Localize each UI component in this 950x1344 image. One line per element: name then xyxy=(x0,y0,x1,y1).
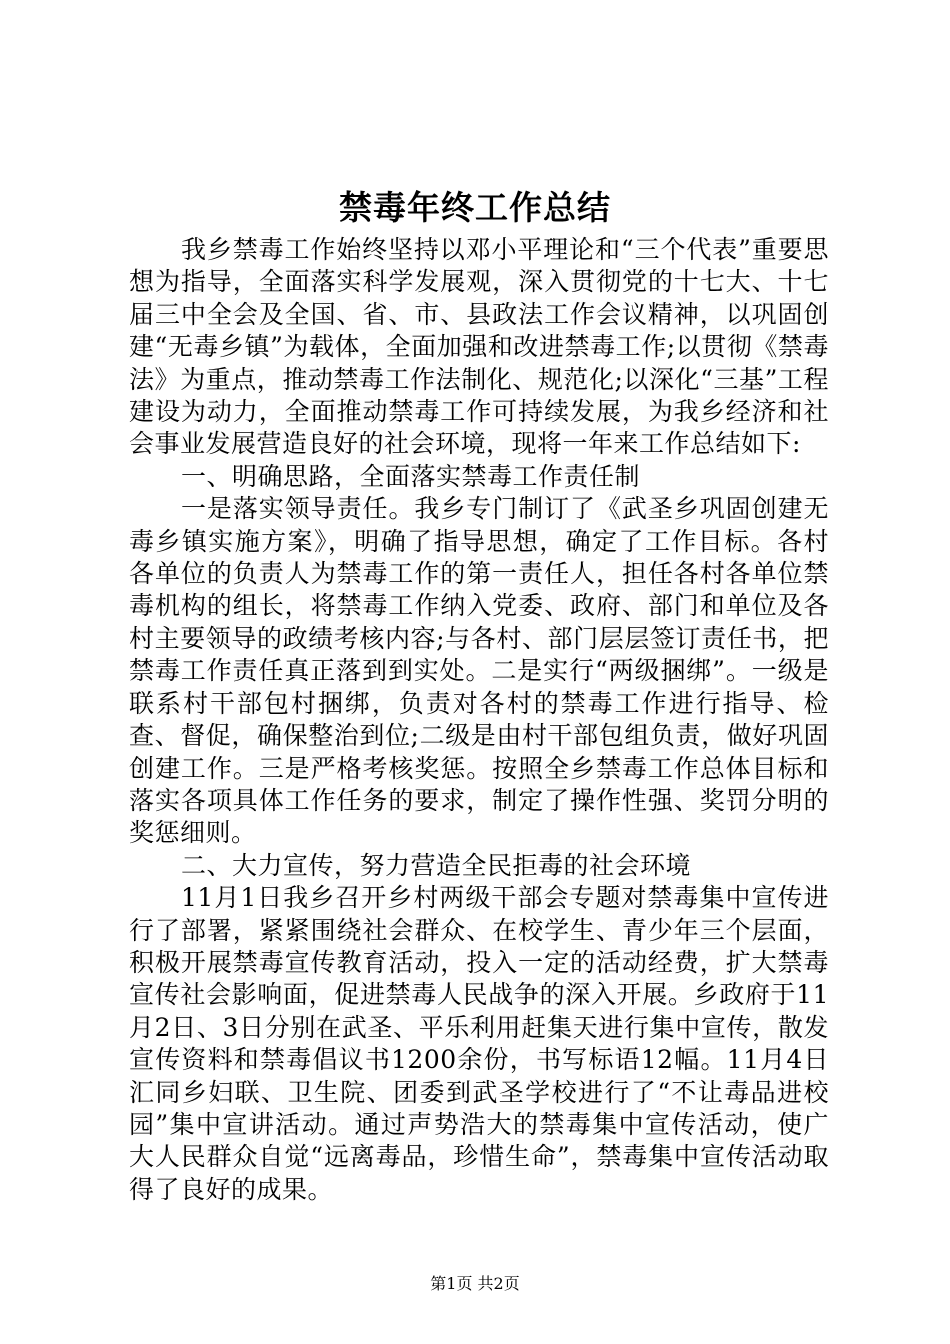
document-body xyxy=(129,234,829,1206)
document-title: 禁毒年终工作总结 xyxy=(339,188,611,227)
intro-paragraph: 我乡禁毒工作始终坚持以邓小平理论和“三个代表”重要思想为指导，全面落实科学发展观，深入贯彻党的十七大、十七届三中全会及全国、省、市、县政法工作会议精神，以巩固创建“无毒乡镇”为载体，全面加强和改进禁毒工作;以贯彻《禁毒法》为重点，推动禁毒工作法制化、规范化;以深化“三基”工程建设为动力，全面推动禁毒工作可持续发展，为我乡经济和社会事业发展营造良好的社会环境，现将一年来工作总结如下: xyxy=(129,235,829,459)
section-2-paragraph: 11月1日我乡召开乡村两级干部会专题对禁毒集中宣传进行了部署，紧紧围绕社会群众、在校学生、青少年三个层面，积极开展禁毒宣传教育活动，投入一定的活动经费，扩大禁毒宣传社会影响面，促进禁毒人民战争的深入开展。乡政府于11月2日、3日分别在武圣、平乐利用赶集天进行集中宣传，散发宣传资料和禁毒倡议书1200余份，书写标语12幅。11月4日汇同乡妇联、卫生院、团委到武圣学校进行了“不让毒品进校园”集中宣讲活动。通过声势浩大的禁毒集中宣传活动，使广大人民群众自觉“远离毒品，珍惜生命”，禁毒集中宣传活动取得了良好的成果。 xyxy=(129,883,829,1204)
section-heading-2: 二、大力宣传，努力营造全民拒毒的社会环境 xyxy=(181,850,692,880)
section-heading-1: 一、明确思路，全面落实禁毒工作责任制 xyxy=(181,461,641,491)
page-number-footer: 第1页 共2页 xyxy=(430,1274,520,1293)
section-1-paragraph: 一是落实领导责任。我乡专门制订了《武圣乡巩固创建无毒乡镇实施方案》，明确了指导思想，确定了工作目标。各村各单位的负责人为禁毒工作的第一责任人，担任各村各单位禁毒机构的组长，将禁毒工作纳入党委、政府、部门和单位及各村主要领导的政绩考核内容;与各村、部门层层签订责任书，把禁毒工作责任真正落到到实处。二是实行“两级捆绑”。一级是联系村干部包村捆绑，负责对各村的禁毒工作进行指导、检查、督促，确保整治到位;二级是由村干部包组负责，做好巩固创建工作。三是严格考核奖惩。按照全乡禁毒工作总体目标和落实各项具体工作任务的要求，制定了操作性强、奖罚分明的奖惩细则。 xyxy=(129,494,829,848)
